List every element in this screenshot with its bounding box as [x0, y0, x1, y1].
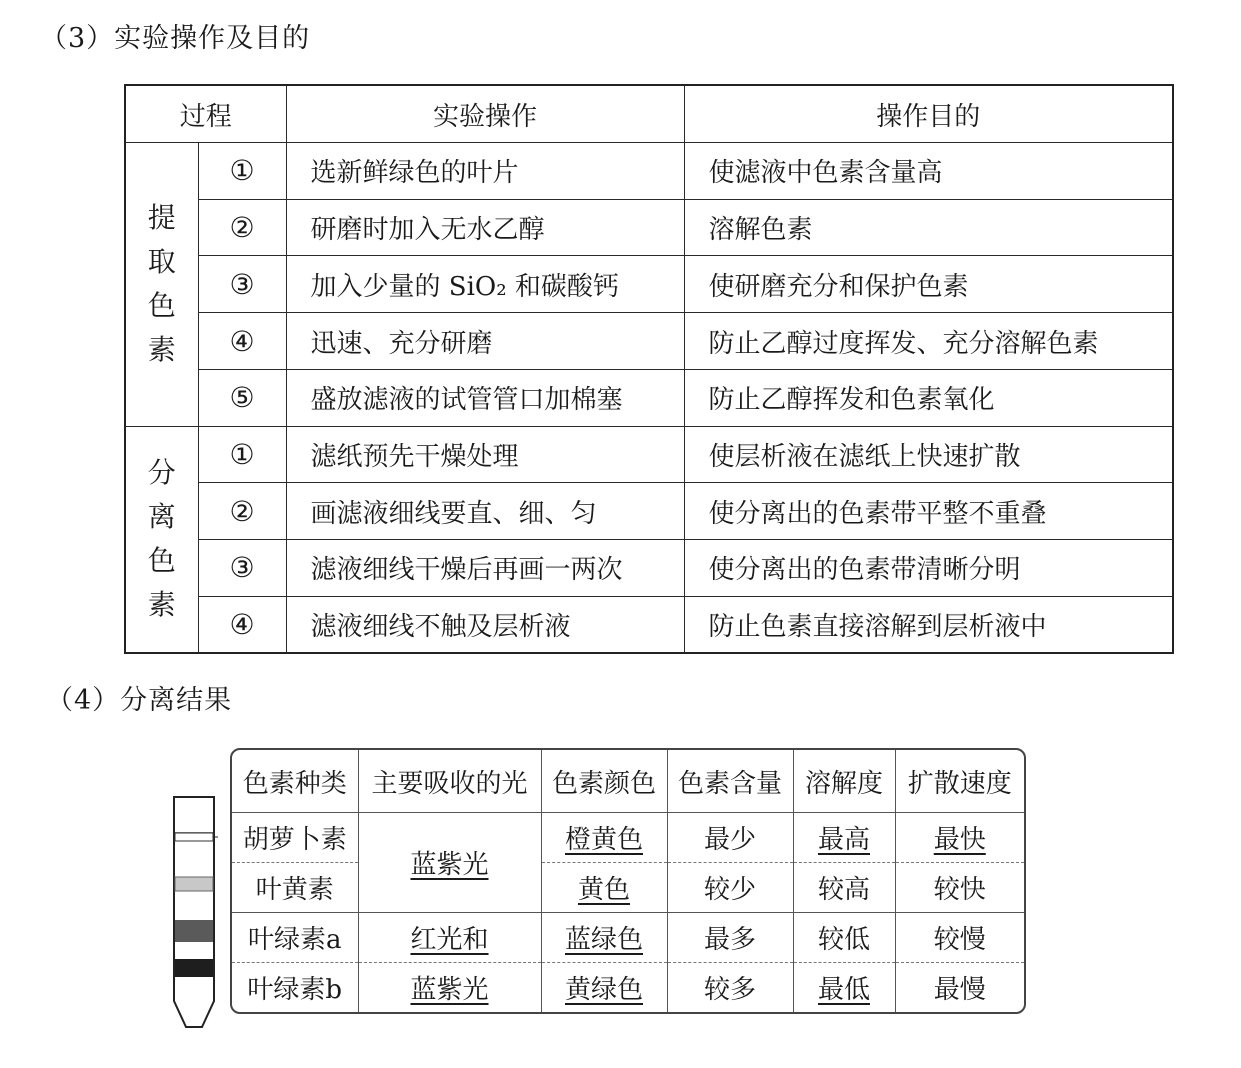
- absorbed-light-cell: [358, 913, 541, 963]
- header-pigment-type: 色素种类: [232, 750, 358, 813]
- pigment-color-cell: [541, 813, 667, 863]
- operation-cell: 迅速、充分研磨: [286, 313, 684, 370]
- table-row: [125, 483, 1173, 540]
- absorbed-light-cell: [358, 963, 541, 1012]
- pigment-band-carotene: [175, 833, 213, 841]
- pigment-color-cell: [541, 963, 667, 1012]
- pigment-color: 蓝绿色: [564, 925, 643, 956]
- pigment-type: 胡萝卜素: [232, 813, 358, 863]
- operations-header-row: [125, 85, 1173, 143]
- solubility: 较低: [793, 913, 895, 963]
- operation-cell: 选新鲜绿色的叶片: [286, 143, 684, 200]
- diffusion-speed: 最慢: [933, 975, 986, 1006]
- purpose-cell: 使研磨充分和保护色素: [684, 256, 1173, 313]
- table-row: [125, 426, 1173, 483]
- header-absorbed-light: 主要吸收的光: [358, 750, 541, 813]
- purpose-cell: 使层析液在滤纸上快速扩散: [684, 426, 1173, 483]
- absorbed-light-text: 蓝紫光: [410, 975, 489, 1006]
- header-diffusion-speed: 扩散速度: [895, 750, 1024, 813]
- table-row: [125, 143, 1173, 200]
- pigment-band-chlorophyll-b: [175, 959, 213, 977]
- absorbed-light-text: 红光和: [410, 925, 489, 956]
- separation-results-table: [232, 750, 1024, 1012]
- purpose-cell: 防止色素直接溶解到层析液中: [684, 596, 1173, 653]
- step-number: ③: [198, 256, 286, 313]
- header-operation: 实验操作: [286, 85, 684, 143]
- pigment-type: 叶黄素: [232, 863, 358, 913]
- purpose-cell: 使分离出的色素带平整不重叠: [684, 483, 1173, 540]
- table-row: [232, 863, 1024, 913]
- operation-cell: 画滤液细线要直、细、匀: [286, 483, 684, 540]
- step-number: ⑤: [198, 369, 286, 426]
- section-3-title: （3）实验操作及目的: [40, 23, 311, 54]
- pigment-band-xanthophyll: [175, 877, 213, 891]
- pigment-type: 叶绿素b: [232, 963, 358, 1012]
- group-label-extract: [125, 143, 198, 427]
- solubility-cell: [793, 963, 895, 1012]
- group-label-separate: [125, 426, 198, 653]
- table-row: [125, 256, 1173, 313]
- header-solubility: 溶解度: [793, 750, 895, 813]
- step-number: ②: [198, 483, 286, 540]
- table-row: [232, 913, 1024, 963]
- operations-table: [124, 84, 1174, 654]
- table-row: [125, 369, 1173, 426]
- absorbed-light-text: 蓝紫光: [410, 850, 489, 881]
- pigment-content: 较少: [667, 863, 793, 913]
- diffusion-speed: 最快: [933, 825, 986, 856]
- step-number: ④: [198, 313, 286, 370]
- operation-cell: 盛放滤液的试管管口加棉塞: [286, 369, 684, 426]
- step-number: ①: [198, 143, 286, 200]
- section-4-title: （4）分离结果: [46, 685, 233, 716]
- operation-cell: 加入少量的 SiO₂ 和碳酸钙: [286, 256, 684, 313]
- header-process: 过程: [125, 85, 286, 143]
- group-label-text: 分离色素: [147, 456, 176, 622]
- results-table-frame: [230, 748, 1026, 1014]
- solubility: 最低: [817, 975, 870, 1006]
- purpose-cell: 防止乙醇过度挥发、充分溶解色素: [684, 313, 1173, 370]
- diffusion-speed: 较快: [895, 863, 1024, 913]
- solubility-cell: [793, 813, 895, 863]
- step-number: ①: [198, 426, 286, 483]
- group-label-text: 提取色素: [147, 201, 176, 367]
- operation-cell: 滤液细线不触及层析液: [286, 596, 684, 653]
- step-number: ④: [198, 596, 286, 653]
- pigment-content: 较多: [667, 963, 793, 1012]
- table-row: [125, 313, 1173, 370]
- step-number: ②: [198, 199, 286, 256]
- solubility: 较高: [793, 863, 895, 913]
- absorbed-light-cell: [358, 813, 541, 913]
- operation-cell: 研磨时加入无水乙醇: [286, 199, 684, 256]
- solubility: 最高: [817, 825, 870, 856]
- pigment-color-cell: [541, 863, 667, 913]
- table-row: [232, 963, 1024, 1012]
- purpose-cell: 使滤液中色素含量高: [684, 143, 1173, 200]
- header-pigment-content: 色素含量: [667, 750, 793, 813]
- table-row: [125, 540, 1173, 597]
- table-row: [125, 199, 1173, 256]
- purpose-cell: 溶解色素: [684, 199, 1173, 256]
- results-header-row: [232, 750, 1024, 813]
- operation-cell: 滤液细线干燥后再画一两次: [286, 540, 684, 597]
- pigment-band-chlorophyll-a: [175, 920, 213, 942]
- diffusion-speed: 较慢: [895, 913, 1024, 963]
- header-pigment-color: 色素颜色: [541, 750, 667, 813]
- pigment-type: 叶绿素a: [232, 913, 358, 963]
- pigment-color: 橙黄色: [564, 825, 643, 856]
- purpose-cell: 防止乙醇挥发和色素氧化: [684, 369, 1173, 426]
- table-row: [125, 596, 1173, 653]
- speed-cell: [895, 813, 1024, 863]
- pigment-color-cell: [541, 913, 667, 963]
- header-purpose: 操作目的: [684, 85, 1173, 143]
- pigment-content: 最多: [667, 913, 793, 963]
- step-number: ③: [198, 540, 286, 597]
- operation-cell: 滤纸预先干燥处理: [286, 426, 684, 483]
- table-row: [232, 813, 1024, 863]
- pigment-color: 黄色: [577, 875, 630, 906]
- pigment-content: 最少: [667, 813, 793, 863]
- chromatography-strip-figure: [170, 795, 218, 1035]
- purpose-cell: 使分离出的色素带清晰分明: [684, 540, 1173, 597]
- pigment-color: 黄绿色: [564, 975, 643, 1006]
